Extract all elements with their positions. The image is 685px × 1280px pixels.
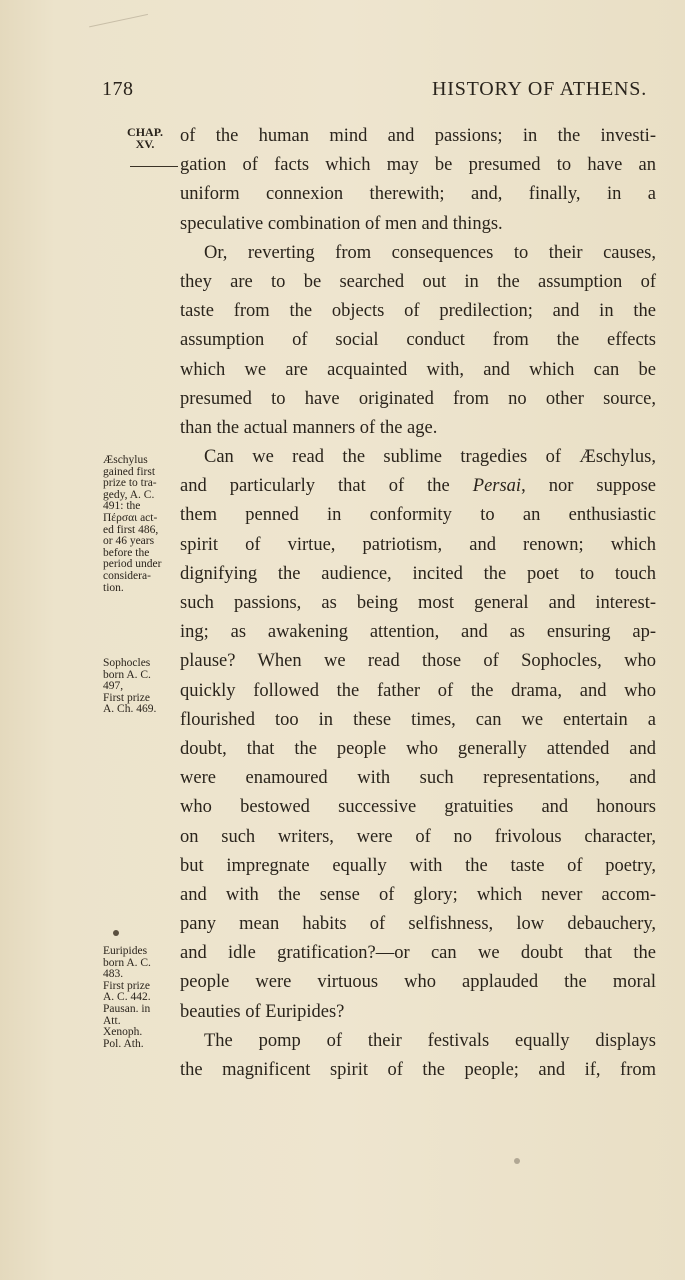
side-note-line: prize to tra-: [103, 477, 157, 490]
text-line: the magnificent spirit of the people; and if, from: [180, 1060, 656, 1080]
side-note-line: 483.: [103, 968, 124, 981]
text-line: and with the sense of glory; which never accom-: [180, 884, 656, 905]
text-line: plause? When we read those of Sophocles, who: [180, 651, 656, 672]
text-line: speculative combination of men and things.: [180, 213, 503, 234]
margin-dot: [113, 930, 119, 936]
side-note-line: or 46 years: [103, 535, 155, 548]
side-note-line: First prize: [103, 979, 150, 992]
chapter-number: XV.: [135, 137, 155, 151]
text-line: they are to be searched out in the assumption of: [180, 271, 656, 292]
paragraph-start-line: Or, reverting from consequences to their causes,: [204, 242, 656, 263]
side-note-line: 491: the: [103, 500, 141, 513]
side-note-line: tion.: [103, 581, 124, 594]
side-note-line: A. C. 442.: [103, 991, 151, 1004]
text-line: assumption of social conduct from the effects: [180, 330, 656, 351]
side-note-line: Xenoph.: [103, 1026, 143, 1039]
text-line: quickly followed the father of the drama, and who: [180, 680, 656, 701]
side-note-line: Æschylus: [103, 454, 148, 466]
text-line: were enamoured with such representations, and: [180, 768, 656, 789]
page-header: [102, 78, 647, 108]
side-note-line: First prize: [103, 691, 150, 704]
text-line: beauties of Euripides?: [180, 1001, 345, 1022]
side-note-line: Pol. Ath.: [103, 1037, 144, 1050]
text-line: and idle gratification?—or can we doubt that the: [180, 943, 656, 964]
chapter-rule: [130, 166, 178, 167]
text-line: gation of facts which may be presumed to have an: [180, 155, 656, 176]
text-line: uniform connexion therewith; and, finally, in a: [180, 184, 656, 205]
side-note-line: A. Ch. 469.: [103, 703, 157, 716]
text-line: such passions, as being most general and interest-: [180, 593, 656, 613]
body-text: [180, 122, 656, 1085]
text-line: ing; as awakening attention, and as ensuring ap-: [180, 622, 656, 643]
text-line: of the human mind and passions; in the investi-: [180, 126, 656, 146]
side-note-sophocles: [103, 658, 179, 716]
text-line: pany mean habits of selfishness, low debauchery,: [180, 914, 656, 935]
side-note-line: 497,: [103, 680, 124, 693]
side-note-line: Att.: [103, 1014, 121, 1027]
paper-spot: [514, 1158, 520, 1164]
running-title: HISTORY OF ATHENS.: [432, 78, 647, 100]
side-note-line: born A. C.: [103, 956, 151, 969]
paragraph-start-line: The pomp of their festivals equally displays: [204, 1030, 656, 1051]
text-line: people were virtuous who applauded the moral: [180, 972, 656, 993]
text-line: flourished too in these times, can we entertain a: [180, 709, 656, 730]
side-note-euripides: [103, 946, 179, 1050]
text-line: spirit of virtue, patriotism, and renown; which: [180, 534, 656, 555]
side-note-line: before the: [103, 546, 150, 559]
text-line: but impregnate equally with the taste of poetry,: [180, 855, 656, 876]
side-note-line: ed first 486,: [103, 523, 159, 536]
side-note-line: Sophocles: [103, 657, 151, 669]
side-note-line: Πέρσαι act-: [103, 511, 158, 524]
text-line: than the actual manners of the age.: [180, 417, 438, 438]
side-note-aeschylus: [103, 455, 179, 594]
play-title-persai: Persai: [472, 476, 522, 497]
text-line: presumed to have originated from no other source,: [180, 388, 656, 409]
side-note-line: Euripides: [103, 945, 148, 957]
side-note-line: Pausan. in: [103, 1002, 151, 1015]
page-number: 178: [102, 78, 134, 100]
chapter-label: CHAP.: [127, 125, 163, 139]
side-note-line: born A. C.: [103, 668, 151, 681]
text-line: and particularly that of the Persai, nor suppose: [180, 476, 656, 497]
chapter-marker: [118, 126, 172, 150]
side-note-line: gained first: [103, 465, 156, 478]
paper-stain: [89, 14, 151, 41]
text-line: taste from the objects of predilection; and in the: [180, 301, 656, 322]
text-line: which we are acquainted with, and which can be: [180, 359, 656, 380]
side-note-line: period under: [103, 558, 162, 571]
text-line: them penned in conformity to an enthusiastic: [180, 505, 656, 526]
text-line: dignifying the audience, incited the poet to touch: [180, 563, 656, 584]
side-note-line: considera-: [103, 569, 151, 582]
paragraph-start-line: Can we read the sublime tragedies of Æschylus,: [204, 447, 656, 468]
text-line: on such writers, were of no frivolous character,: [180, 826, 656, 847]
side-note-line: gedy, A. C.: [103, 488, 155, 501]
text-line: who bestowed successive gratuities and honours: [180, 797, 656, 818]
text-line: doubt, that the people who generally attended and: [180, 738, 656, 759]
